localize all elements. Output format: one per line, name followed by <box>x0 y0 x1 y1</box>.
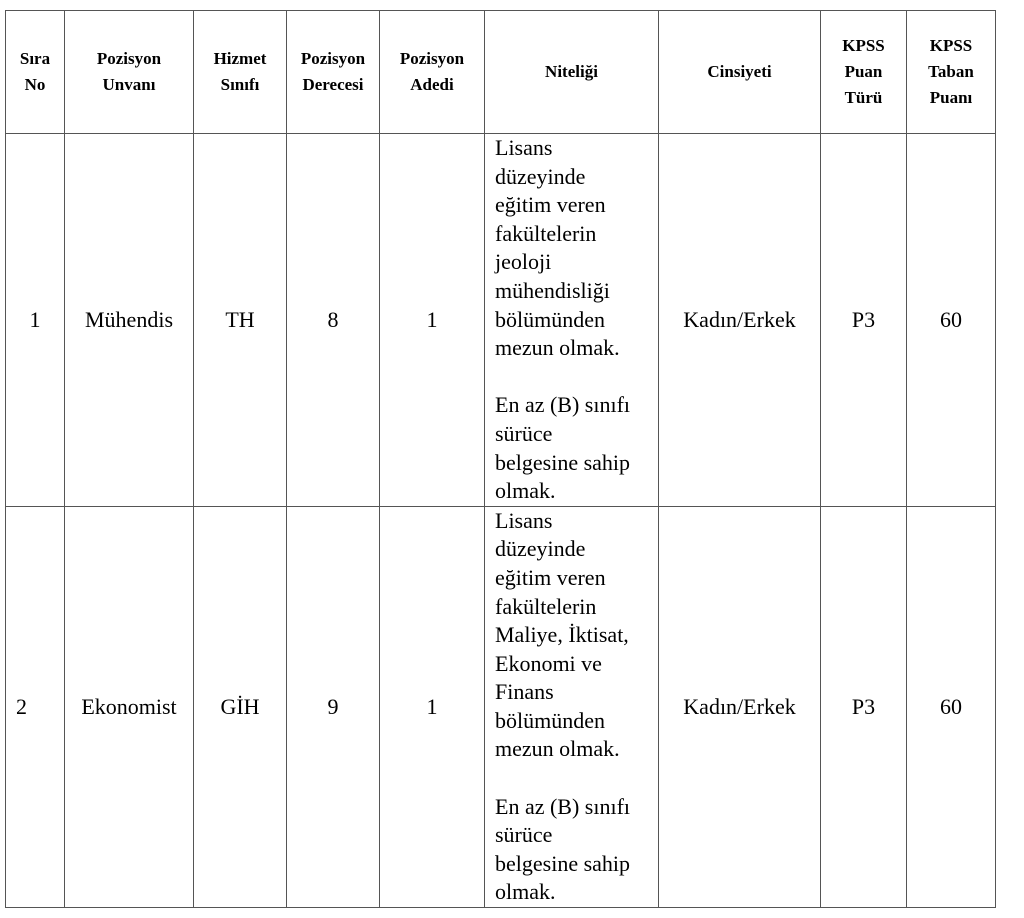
cell-hizmet-sinifi: GİH <box>194 506 287 907</box>
header-kpss-taban-puani: KPSS Taban Puanı <box>907 11 996 134</box>
positions-table <box>5 10 996 908</box>
header-niteligi: Niteliği <box>485 11 659 134</box>
cell-sira-no: 2 <box>6 506 65 907</box>
cell-pozisyon-adedi: 1 <box>380 506 485 907</box>
cell-hizmet-sinifi: TH <box>194 134 287 507</box>
header-kpss-puan-turu: KPSS Puan Türü <box>821 11 907 134</box>
cell-pozisyon-adedi: 1 <box>380 134 485 507</box>
cell-sira-no: 1 <box>6 134 65 507</box>
header-cinsiyeti: Cinsiyeti <box>659 11 821 134</box>
header-pozisyon-derecesi: Pozisyon Derecesi <box>287 11 380 134</box>
cell-niteligi: Lisans düzeyinde eğitim veren fakültelerin jeoloji mühendisliği bölümünden mezun olmak. En az (B) sınıfı sürüce belgesine sahip olmak. <box>485 134 659 507</box>
cell-pozisyon-unvani: Ekonomist <box>65 506 194 907</box>
header-pozisyon-unvani: Pozisyon Unvanı <box>65 11 194 134</box>
cell-kpss-taban-puani: 60 <box>907 134 996 507</box>
header-pozisyon-adedi: Pozisyon Adedi <box>380 11 485 134</box>
cell-kpss-taban-puani: 60 <box>907 506 996 907</box>
cell-kpss-puan-turu: P3 <box>821 506 907 907</box>
table-row <box>6 506 996 907</box>
cell-pozisyon-unvani: Mühendis <box>65 134 194 507</box>
header-sira-no: Sıra No <box>6 11 65 134</box>
table-row <box>6 134 996 507</box>
cell-pozisyon-derecesi: 9 <box>287 506 380 907</box>
cell-niteligi: Lisans düzeyinde eğitim veren fakültelerin Maliye, İktisat, Ekonomi ve Finans bölümünden mezun olmak. En az (B) sınıfı sürüce belgesine sahip olmak. <box>485 506 659 907</box>
cell-kpss-puan-turu: P3 <box>821 134 907 507</box>
cell-pozisyon-derecesi: 8 <box>287 134 380 507</box>
header-hizmet-sinifi: Hizmet Sınıfı <box>194 11 287 134</box>
cell-cinsiyeti: Kadın/Erkek <box>659 134 821 507</box>
header-row <box>6 11 996 134</box>
cell-cinsiyeti: Kadın/Erkek <box>659 506 821 907</box>
